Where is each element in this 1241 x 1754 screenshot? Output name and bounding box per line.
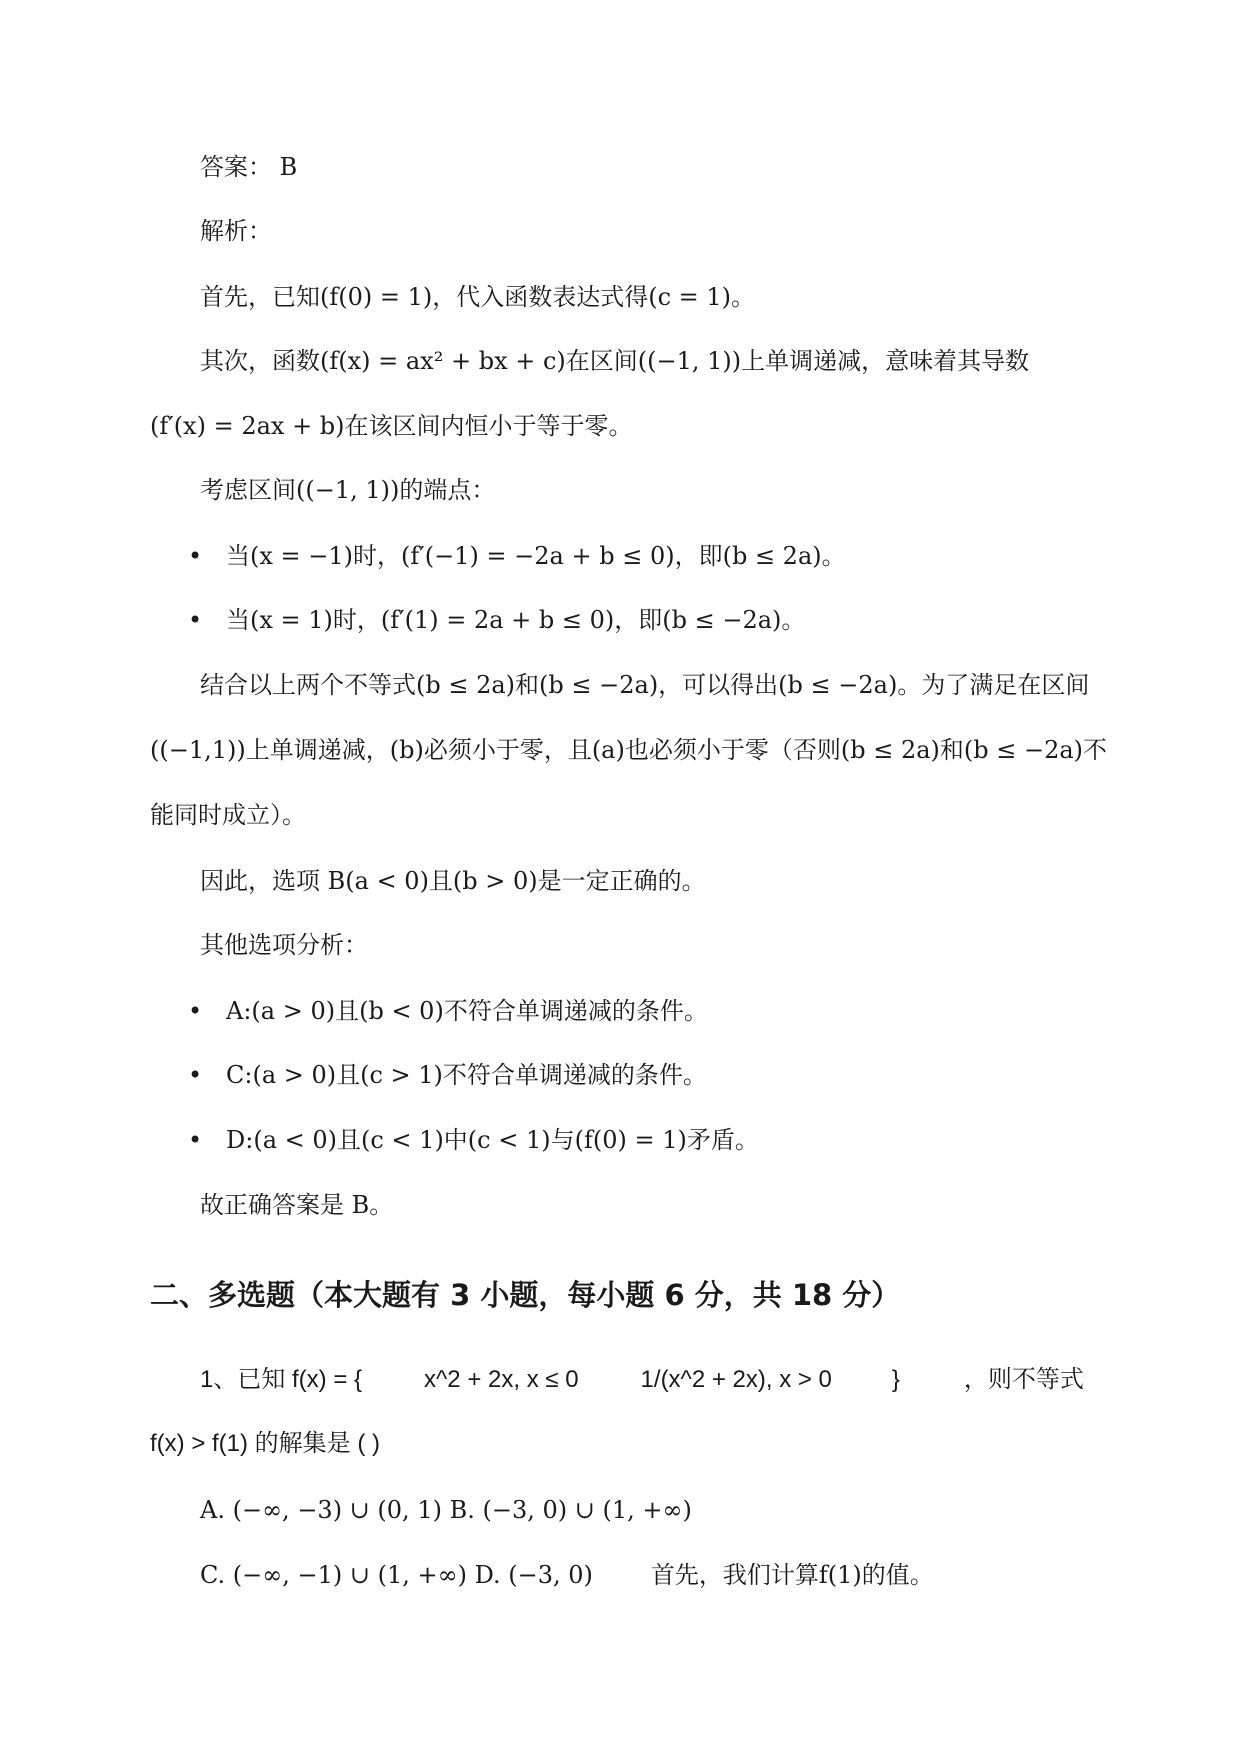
- question-1-line-1: [200, 1363, 1084, 1397]
- list-item: D:(a < 0)且(c < 1)中(c < 1)与(f(0) = 1)矛盾。: [226, 1126, 759, 1154]
- paragraph-1: 首先，已知(f(0) = 1)，代入函数表达式得(c = 1)。: [200, 283, 756, 311]
- answer-line: 答案： B: [200, 153, 298, 181]
- question-1-options-line-2: [200, 1558, 934, 1592]
- question-1-trailing-text: 首先，我们计算f(1)的值。: [650, 1561, 934, 1589]
- paragraph-4-line-3: 能同时成立）。: [150, 801, 306, 829]
- question-1-options-c-d: C. (−∞, −1) ∪ (1, +∞) D. (−3, 0): [200, 1561, 593, 1589]
- list-item: A:(a > 0)且(b < 0)不符合单调递减的条件。: [226, 997, 708, 1025]
- bullet-dot: •: [188, 1126, 203, 1154]
- paragraph-7: 故正确答案是 B。: [200, 1191, 394, 1219]
- bullet-dot: •: [188, 1061, 203, 1089]
- question-1-options-line-1: A. (−∞, −3) ∪ (0, 1) B. (−3, 0) ∪ (1, +∞): [200, 1496, 692, 1524]
- question-1-prefix: 1、已知 f(x) = {: [200, 1366, 363, 1393]
- paragraph-4-line-1: 结合以上两个不等式(b ≤ 2a)和(b ≤ −2a)，可以得出(b ≤ −2a)。为了满足在区间: [200, 671, 1090, 699]
- paragraph-2-line-2: (f′(x) = 2ax + b)在该区间内恒小于等于零。: [150, 412, 633, 440]
- question-1-line-2: f(x) > f(1) 的解集是 ( ): [150, 1430, 380, 1457]
- bullet-dot: •: [188, 542, 203, 570]
- list-item: C:(a > 0)且(c > 1)不符合单调递减的条件。: [226, 1061, 707, 1089]
- list-item: 当(x = 1)时，(f′(1) = 2a + b ≤ 0)，即(b ≤ −2a)。: [226, 606, 806, 634]
- bullet-dot: •: [188, 997, 203, 1025]
- paragraph-3: 考虑区间((−1, 1))的端点：: [200, 476, 496, 504]
- paragraph-6: 其他选项分析：: [200, 931, 368, 959]
- list-item: 当(x = −1)时，(f′(−1) = −2a + b ≤ 0)，即(b ≤ 2a)。: [226, 542, 846, 570]
- paragraph-4-line-2: ((−1,1))上单调递减，(b)必须小于零，且(a)也必须小于零（否则(b ≤ 2a)和(b ≤ −2a)不: [150, 736, 1108, 764]
- section-heading: 二、多选题（本大题有 3 小题，每小题 6 分，共 18 分）: [150, 1278, 901, 1312]
- question-1-suffix: ，则不等式: [963, 1366, 1084, 1393]
- question-1-close: }: [891, 1366, 900, 1393]
- analysis-label: 解析：: [200, 217, 272, 245]
- question-1-piece-2: 1/(x^2 + 2x), x > 0: [640, 1366, 832, 1393]
- paragraph-2-line-1: 其次，函数(f(x) = ax² + bx + c)在区间((−1, 1))上单调递减，意味着其导数: [200, 347, 1030, 375]
- question-1-piece-1: x^2 + 2x, x ≤ 0: [424, 1366, 579, 1393]
- bullet-dot: •: [188, 606, 203, 634]
- paragraph-5: 因此，选项 B(a < 0)且(b > 0)是一定正确的。: [200, 867, 706, 895]
